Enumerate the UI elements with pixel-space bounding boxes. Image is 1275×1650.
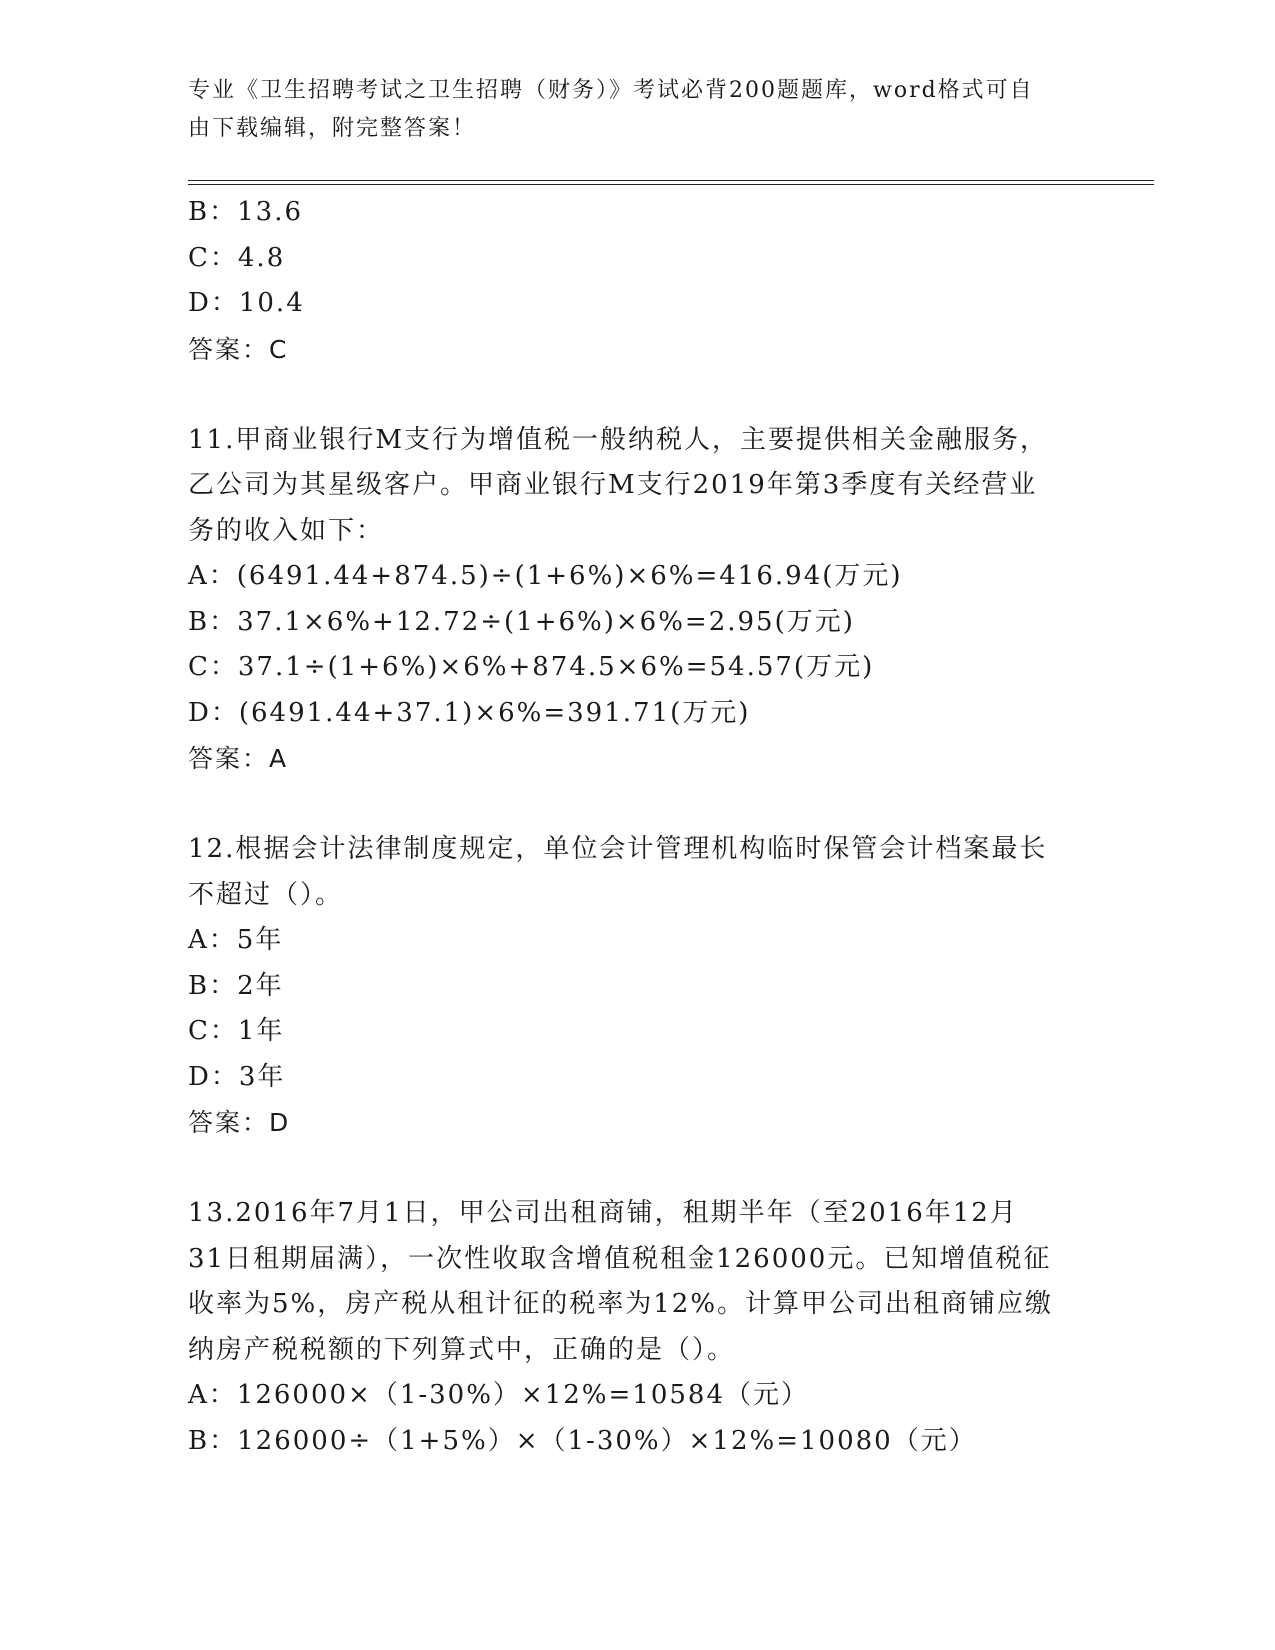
header-divider-bottom bbox=[188, 184, 1154, 185]
option-c: C：37.1÷(1+6%)×6%+874.5×6%=54.57(万元) bbox=[188, 652, 875, 682]
question-stem-line: 乙公司为其星级客户。甲商业银行M支行2019年第3季度有关经营业 bbox=[188, 470, 1038, 500]
question-stem-line: 务的收入如下： bbox=[188, 515, 385, 546]
document-header bbox=[188, 72, 1068, 148]
answer: 答案：D bbox=[188, 1108, 291, 1137]
question-stem-line: 11.甲商业银行M支行为增值税一般纳税人，主要提供相关金融服务， bbox=[188, 424, 1048, 455]
question-stem-line: 13.2016年7月1日，甲公司出租商铺，租期半年（至2016年12月 bbox=[188, 1198, 1018, 1228]
question-stem-line: 31日租期届满），一次性收取含增值税租金126000元。已知增值税征 bbox=[188, 1243, 1052, 1274]
question-11 bbox=[188, 418, 1088, 782]
header-line-1: 专业《卫生招聘考试之卫生招聘（财务）》考试必背200题题库，word格式可自 bbox=[188, 78, 1034, 103]
question-stem-line: 12.根据会计法律制度规定，单位会计管理机构临时保管会计档案最长 bbox=[188, 834, 1048, 864]
question-stem-line: 收率为5%，房产税从租计征的税率为12%。计算甲公司出租商铺应缴 bbox=[188, 1289, 1054, 1319]
question-stem-line: 纳房产税税额的下列算式中，正确的是（）。 bbox=[188, 1334, 736, 1365]
spacer bbox=[188, 782, 1088, 828]
option-d: D：10.4 bbox=[188, 288, 305, 318]
answer: 答案：A bbox=[188, 744, 289, 773]
spacer bbox=[188, 1146, 1088, 1192]
answer: 答案：C bbox=[188, 334, 289, 364]
spacer bbox=[188, 372, 1088, 418]
question-12 bbox=[188, 827, 1088, 1146]
option-d: D：(6491.44+37.1)×6%=391.71(万元) bbox=[188, 697, 751, 728]
option-b: B：2年 bbox=[188, 970, 284, 1001]
header-line-2: 由下载编辑，附完整答案！ bbox=[188, 116, 477, 141]
question-stem-line: 不超过（）。 bbox=[188, 879, 344, 910]
option-c: C：4.8 bbox=[188, 242, 286, 273]
option-a: A：5年 bbox=[188, 925, 284, 955]
option-a: A：126000×（1-30%）×12%=10584（元） bbox=[188, 1380, 809, 1410]
option-b: B：37.1×6%+12.72÷(1+6%)×6%=2.95(万元) bbox=[188, 606, 855, 637]
option-d: D：3年 bbox=[188, 1061, 286, 1092]
header-divider-top bbox=[188, 180, 1154, 181]
option-b: B：13.6 bbox=[188, 197, 303, 227]
document-body bbox=[188, 190, 1088, 1464]
option-a: A：(6491.44+874.5)÷(1+6%)×6%=416.94(万元) bbox=[188, 561, 903, 591]
option-b: B：126000÷（1+5%）×（1-30%）×12%=10080（元） bbox=[188, 1425, 977, 1456]
prev-question bbox=[188, 190, 1088, 372]
question-13 bbox=[188, 1191, 1088, 1464]
option-c: C：1年 bbox=[188, 1016, 285, 1046]
